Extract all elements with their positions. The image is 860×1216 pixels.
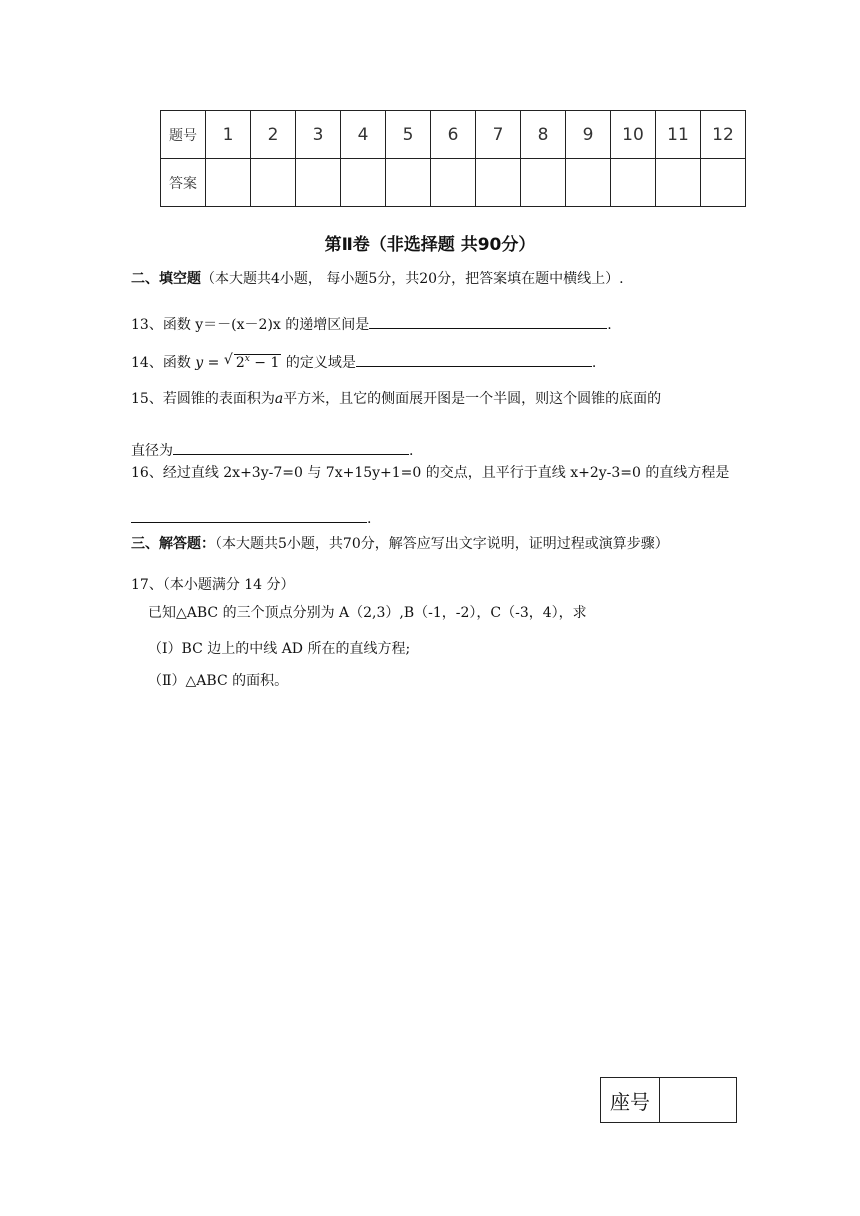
question-16-line2 xyxy=(131,508,371,527)
part2-header xyxy=(131,268,624,288)
q14-answer-blank[interactable] xyxy=(356,352,592,367)
question-number-cell: 8 xyxy=(521,111,566,159)
q13-end: . xyxy=(607,317,612,333)
part2-instruction: （本大题共4小题， 每小题5分，共20分，把答案填在题中横线上）. xyxy=(201,271,624,287)
q17-part1: （Ⅰ）BC 边上的中线 AD 所在的直线方程; xyxy=(148,641,411,657)
question-number-cell: 11 xyxy=(656,111,701,159)
answer-cell[interactable] xyxy=(611,159,656,207)
q15-line2: 直径为 xyxy=(131,443,173,459)
q13-text: 13、函数 y＝－(x－2)x 的递增区间是 xyxy=(131,317,370,333)
question-number-cell: 4 xyxy=(341,111,386,159)
answer-cell[interactable] xyxy=(296,159,341,207)
section-title: 第Ⅱ卷（非选择题 共90分） xyxy=(324,235,536,255)
question-number-label: 题号 xyxy=(161,111,206,159)
q14-prefix: 14、函数 xyxy=(131,355,196,371)
question-15-line2 xyxy=(131,440,413,460)
q17-title: 17、（本小题满分 14 分） xyxy=(131,577,295,593)
question-number-cell: 12 xyxy=(701,111,746,159)
question-number-cell: 6 xyxy=(431,111,476,159)
q15-end: . xyxy=(409,443,414,459)
part2-heading: 二、填空题 xyxy=(131,271,201,287)
q14-exponent: x xyxy=(244,354,250,364)
answer-cell[interactable] xyxy=(251,159,296,207)
q14-y: y xyxy=(195,355,204,371)
answer-table-header-row xyxy=(161,111,746,159)
q13-answer-blank[interactable] xyxy=(369,314,607,329)
question-16 xyxy=(131,462,729,482)
q15-answer-blank[interactable] xyxy=(173,440,409,455)
question-number-cell: 3 xyxy=(296,111,341,159)
q14-eq: = xyxy=(203,355,224,371)
q16-end: . xyxy=(367,511,372,527)
part3-instruction: （本大题共5小题，共70分，解答应写出文字说明，证明过程或演算步骤） xyxy=(215,536,669,552)
answer-cell[interactable] xyxy=(476,159,521,207)
answer-table xyxy=(160,110,746,207)
question-number-cell: 1 xyxy=(206,111,251,159)
answer-cell[interactable] xyxy=(566,159,611,207)
q15-prefix: 15、若圆锥的表面积为 xyxy=(131,391,275,407)
q17-stem: 已知△ABC 的三个顶点分别为 A（2,3）,B（-1，-2），C（-3，4），求 xyxy=(148,605,587,621)
q14-suffix: 的定义域是 xyxy=(281,355,356,371)
answer-label: 答案 xyxy=(161,159,206,207)
sqrt-sign-icon: √ xyxy=(223,352,233,368)
seat-number-box xyxy=(600,1077,737,1123)
q16-answer-blank[interactable] xyxy=(131,508,367,523)
question-15 xyxy=(131,388,661,408)
answer-cell[interactable] xyxy=(386,159,431,207)
q14-sqrt xyxy=(224,354,282,371)
question-number-cell: 5 xyxy=(386,111,431,159)
q15-suffix: 平方米，且它的侧面展开图是一个半圆，则这个圆锥的底面的 xyxy=(283,391,662,407)
answer-cell[interactable] xyxy=(656,159,701,207)
seat-number-field[interactable] xyxy=(660,1078,737,1123)
part3-heading: 三、解答题： xyxy=(131,536,215,552)
question-number-cell: 7 xyxy=(476,111,521,159)
question-number-cell: 10 xyxy=(611,111,656,159)
question-number-cell: 9 xyxy=(566,111,611,159)
answer-cell[interactable] xyxy=(206,159,251,207)
q16-text: 16、经过直线 2x+3y-7=0 与 7x+15y+1=0 的交点，且平行于直线 x+2y-3=0 的直线方程是 xyxy=(131,465,730,481)
answer-cell[interactable] xyxy=(701,159,746,207)
question-13 xyxy=(131,314,612,334)
q14-end: . xyxy=(591,355,597,371)
q14-tail: − 1 xyxy=(249,355,280,371)
answer-cell[interactable] xyxy=(521,159,566,207)
question-14 xyxy=(131,352,596,372)
answer-cell[interactable] xyxy=(341,159,386,207)
q14-base: 2 xyxy=(235,355,245,371)
question-number-cell: 2 xyxy=(251,111,296,159)
part3-header xyxy=(131,533,669,553)
seat-label: 座号 xyxy=(601,1078,660,1123)
answer-cell[interactable] xyxy=(431,159,476,207)
q17-part2: （Ⅱ）△ABC 的面积。 xyxy=(148,673,289,689)
answer-table-answer-row xyxy=(161,159,746,207)
q15-var: a xyxy=(274,391,284,407)
